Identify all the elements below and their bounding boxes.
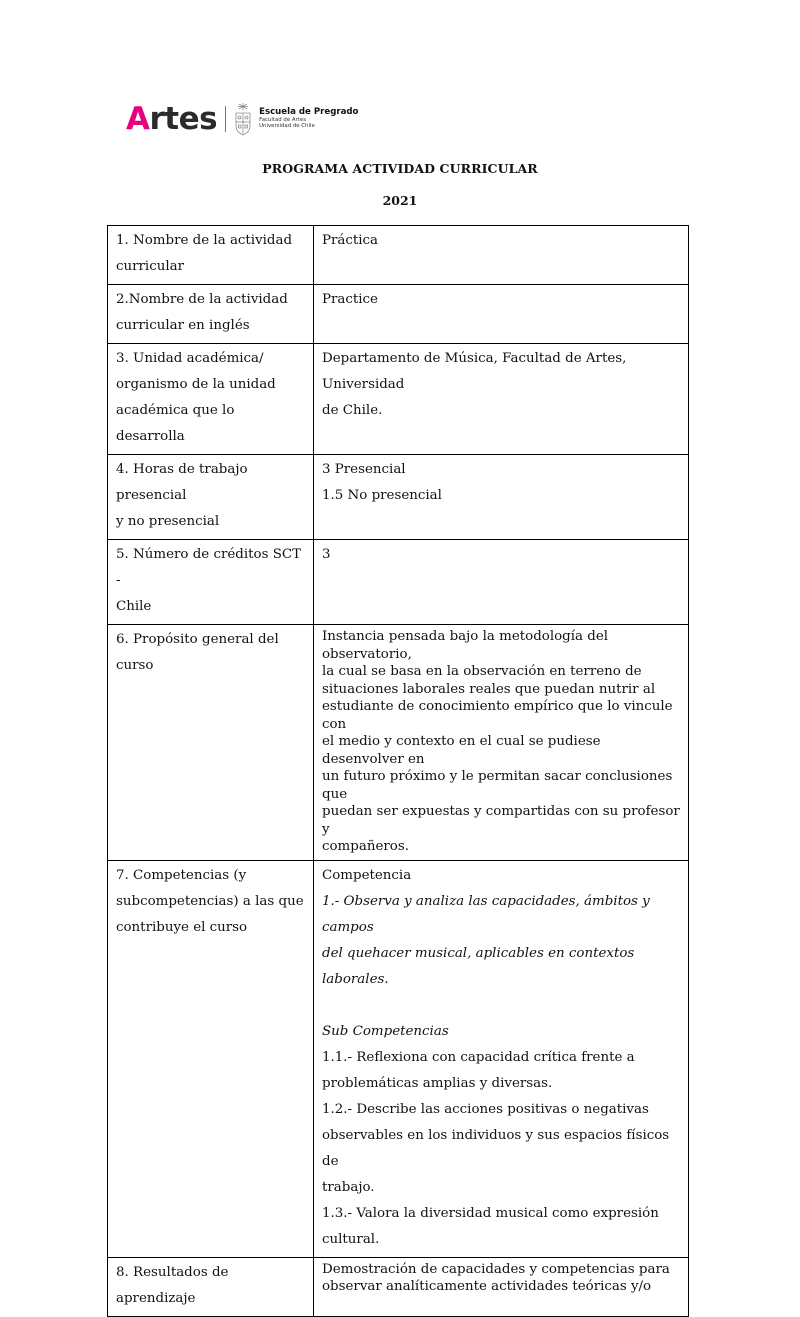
table-row (108, 344, 689, 455)
document-year: 2021 (382, 193, 418, 208)
header-logo (126, 98, 358, 140)
row-value: Practice (314, 285, 689, 344)
row-label: 6. Propósito general del curso (108, 625, 314, 861)
university-seal-icon (233, 102, 253, 136)
row-value: Departamento de Música, Facultad de Artes, Universidad de Chile. (314, 344, 689, 455)
program-table (107, 225, 689, 1317)
row-label: 3. Unidad académica/ organismo de la unidad académica que lo desarrolla (108, 344, 314, 455)
table-row (108, 540, 689, 625)
table-row (108, 1257, 689, 1316)
table-row (108, 285, 689, 344)
row-value: Demostración de capacidades y competencias para observar analíticamente actividades teóricas y/o (314, 1257, 689, 1316)
row-value: Instancia pensada bajo la metodología del observatorio, la cual se basa en la observación en terreno de situaciones laborales reales que puedan nutrir al estudiante de conocimiento empírico que lo vincule con el medio y contexto en el cual se pudiese desenvolver en un futuro próximo y le permitan sacar conclusiones que puedan ser expuestas y compartidas con su profesor y compañeros. (314, 625, 689, 861)
artes-logo-wordmark: Artes (126, 100, 218, 137)
row-label: 8. Resultados de aprendizaje (108, 1257, 314, 1316)
school-title: Escuela de Pregrado (259, 107, 359, 118)
school-name-block (259, 108, 358, 129)
logo-divider (225, 106, 226, 132)
row-value: 3 Presencial 1.5 No presencial (314, 455, 689, 540)
row-label: 5. Número de créditos SCT - Chile (108, 540, 314, 625)
sub-competencias-heading: Sub Competencias (322, 1023, 449, 1039)
table-row (108, 455, 689, 540)
table-row (108, 860, 689, 1257)
row-label: 4. Horas de trabajo presencial y no presencial (108, 455, 314, 540)
school-faculty: Facultad de Artes (259, 116, 307, 123)
row-value: 3 (314, 540, 689, 625)
row-value: Práctica (314, 226, 689, 285)
table-row (108, 625, 689, 861)
document-title: PROGRAMA ACTIVIDAD CURRICULAR (262, 161, 538, 176)
school-university: Universidad de Chile (259, 123, 315, 130)
row-label: 7. Competencias (y subcompetencias) a las que contribuye el curso (108, 860, 314, 1257)
row-value: Competencia 1.- Observa y analiza las capacidades, ámbitos y campos del quehacer musical, aplicables en contextos laborales. Sub Competencias 1.1.- Reflexiona con capacidad crítica frente a problemáticas amplias y diversas. 1.2.- Describe las acciones positivas o negativas observables en los individuos y sus espacios físicos de trabajo. 1.3.- Valora la diversidad musical como expresión cultural. (314, 860, 689, 1257)
row-label: 1. Nombre de la actividad curricular (108, 226, 314, 285)
competencia-heading: Competencia (322, 867, 412, 883)
table-row (108, 226, 689, 285)
row-label: 2.Nombre de la actividad curricular en inglés (108, 285, 314, 344)
